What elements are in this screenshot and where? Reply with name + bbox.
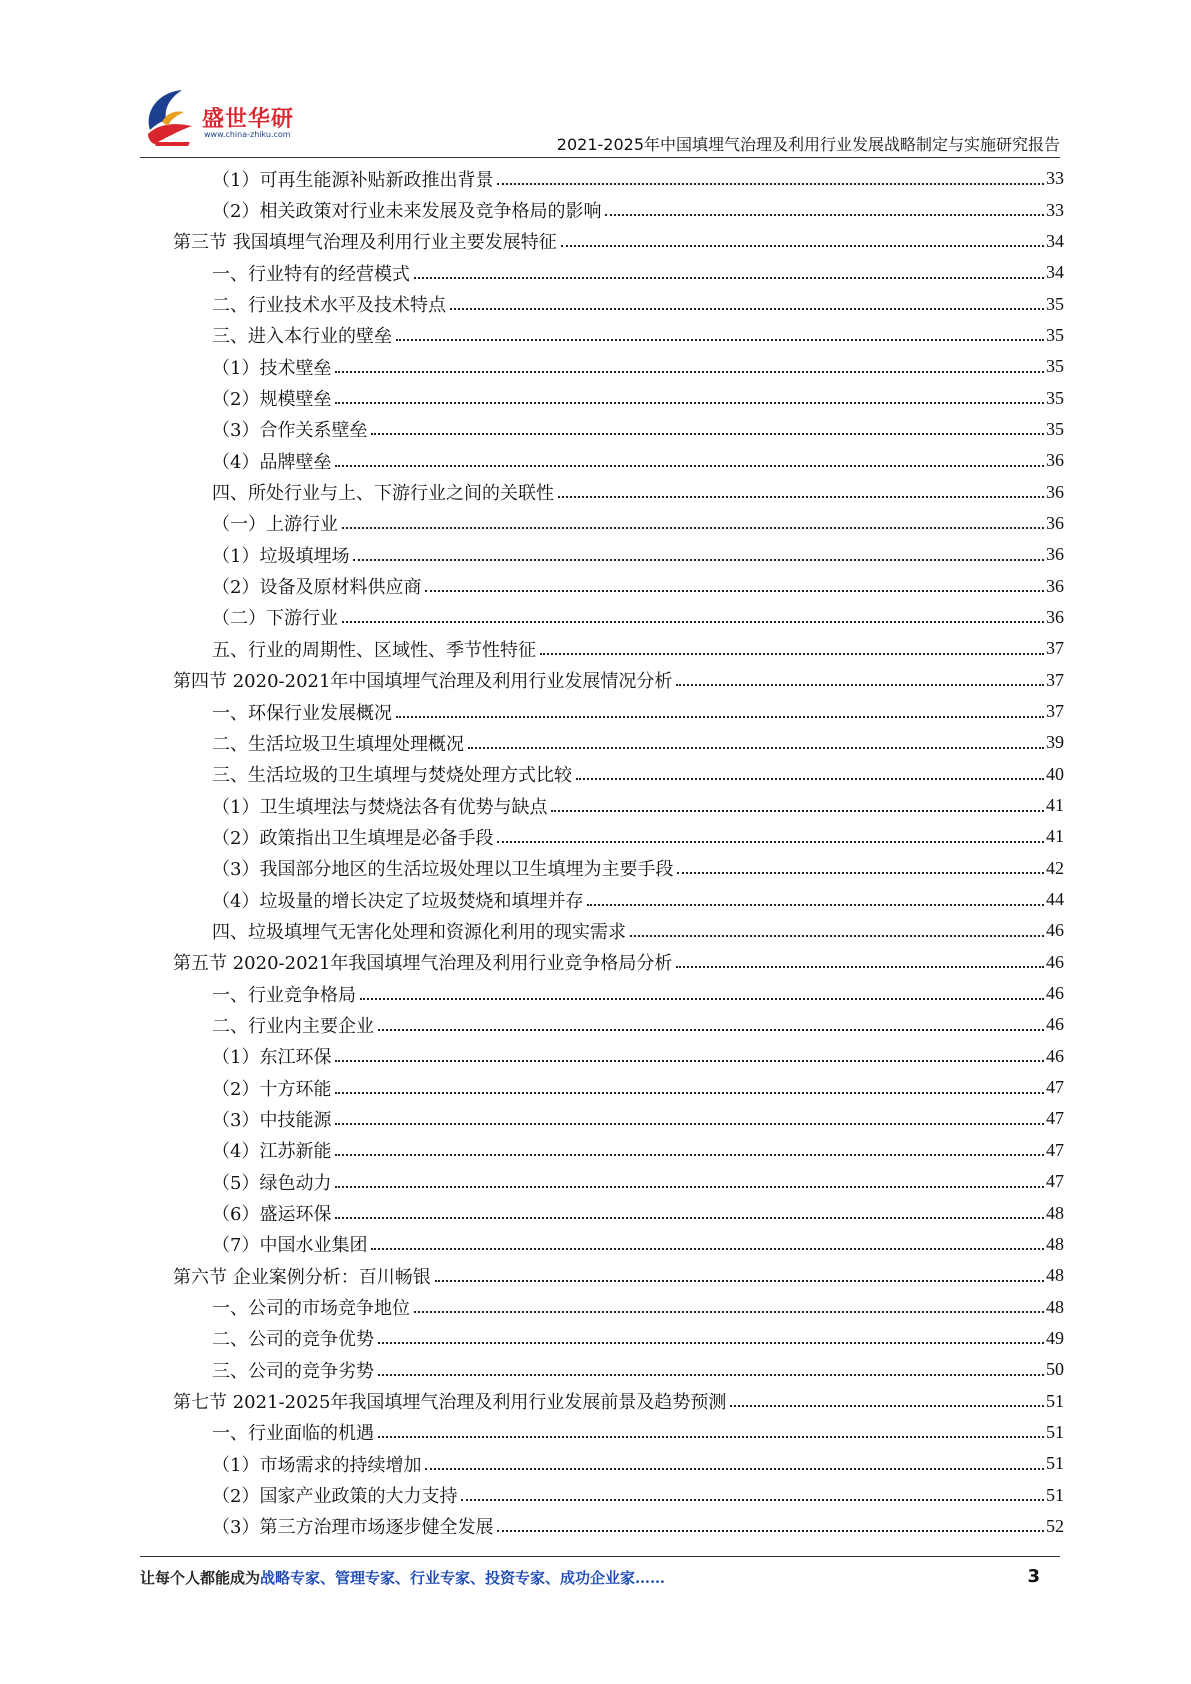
toc-entry-label: 一、环保行业发展概况 [212,702,392,724]
toc-dot-leader [335,1060,1044,1062]
toc-entry-label: （2）相关政策对行业未来发展及竞争格局的影响 [212,201,602,223]
toc-entry-label: （2）设备及原材料供应商 [212,577,422,599]
toc-entry-page: 36 [1046,450,1064,471]
toc-entry-page: 37 [1046,638,1064,659]
toc-dot-leader [371,433,1044,435]
toc-entry-label: （3）中技能源 [212,1109,332,1131]
toc-entry-page: 49 [1046,1327,1064,1348]
toc-entry-label: 第六节 企业案例分析：百川畅银 [173,1266,431,1288]
toc-entry[interactable] [212,1009,1064,1040]
page-header [140,82,1060,162]
toc-entry-label: （3）我国部分地区的生活垃圾处理以卫生填埋为主要手段 [212,859,674,881]
toc-entry-label: 二、公司的竞争优势 [212,1329,374,1351]
toc-entry-page: 42 [1046,857,1064,878]
toc-entry-label: （1）垃圾填埋场 [212,545,350,567]
toc-entry-page: 33 [1046,168,1064,189]
toc-entry[interactable] [212,853,1064,884]
toc-entry-label: 第三节 我国填埋气治理及利用行业主要发展特征 [173,232,557,254]
toc-entry-label: （一）上游行业 [212,514,338,536]
toc-entry[interactable] [212,633,1064,664]
toc-entry[interactable] [212,1041,1064,1072]
toc-entry[interactable] [212,1511,1064,1542]
toc-dot-leader [378,1436,1044,1438]
footer-slogan-roles: 战略专家、管理专家、行业专家、投资专家、成功企业家…… [260,1569,666,1587]
toc-entry[interactable] [212,445,1064,476]
toc-dot-leader [461,1499,1044,1501]
toc-entry[interactable] [212,884,1064,915]
toc-entry-label: 一、行业竞争格局 [212,984,356,1006]
toc-entry[interactable] [212,727,1064,758]
toc-entry-label: （1）市场需求的持续增加 [212,1454,422,1476]
toc-dot-leader [335,1217,1044,1219]
toc-entry-label: （2）国家产业政策的大力支持 [212,1486,458,1508]
toc-entry[interactable] [212,382,1064,413]
toc-entry[interactable] [212,163,1064,194]
toc-entry-page: 36 [1046,512,1064,533]
toc-dot-leader [630,935,1044,937]
toc-entry-page: 50 [1046,1359,1064,1380]
toc-entry[interactable] [173,665,1064,696]
toc-entry-page: 48 [1046,1296,1064,1317]
toc-dot-leader [378,1029,1044,1031]
toc-entry-page: 51 [1046,1484,1064,1505]
toc-dot-leader [371,1248,1044,1250]
toc-dot-leader [576,778,1044,780]
toc-dot-leader [342,527,1044,529]
toc-entry-page: 39 [1046,732,1064,753]
toc-entry-page: 40 [1046,763,1064,784]
toc-dot-leader [435,1280,1044,1282]
toc-entry-page: 33 [1046,199,1064,220]
toc-entry[interactable] [212,1448,1064,1479]
toc-entry[interactable] [212,1323,1064,1354]
toc-entry[interactable] [212,1103,1064,1134]
toc-entry[interactable] [212,539,1064,570]
toc-entry-label: （2）十方环能 [212,1078,332,1100]
toc-entry-label: 第四节 2020-2021年中国填埋气治理及利用行业发展情况分析 [173,671,673,693]
toc-entry-page: 47 [1046,1108,1064,1129]
toc-entry-label: （4）江苏新能 [212,1141,332,1163]
toc-entry[interactable] [212,602,1064,633]
toc-dot-leader [587,904,1044,906]
toc-entry-page: 36 [1046,575,1064,596]
toc-dot-leader [468,747,1044,749]
toc-entry-page: 34 [1046,230,1064,251]
toc-entry-label: 三、生活垃圾的卫生填埋与焚烧处理方式比较 [212,765,572,787]
toc-entry-label: 一、行业特有的经营模式 [212,263,410,285]
toc-entry-page: 52 [1046,1515,1064,1536]
toc-entry[interactable] [212,476,1064,507]
toc-entry-page: 51 [1046,1390,1064,1411]
toc-entry-label: 四、所处行业与上、下游行业之间的关联性 [212,483,554,505]
toc-entry[interactable] [212,194,1064,225]
toc-dot-leader [561,245,1044,247]
toc-entry-page: 48 [1046,1233,1064,1254]
toc-entry[interactable] [212,759,1064,790]
toc-entry-label: （1）东江环保 [212,1047,332,1069]
toc-entry-label: 一、行业面临的机遇 [212,1423,374,1445]
toc-entry-page: 44 [1046,889,1064,910]
toc-dot-leader [676,684,1044,686]
footer-divider [140,1556,1060,1557]
toc-entry[interactable] [212,257,1064,288]
toc-dot-leader [396,716,1044,718]
toc-entry-label: 二、行业技术水平及技术特点 [212,295,446,317]
toc-entry[interactable] [173,1260,1064,1291]
toc-entry[interactable] [212,821,1064,852]
toc-entry-page: 41 [1046,795,1064,816]
header-divider [140,157,1060,158]
toc-dot-leader [360,998,1044,1000]
toc-entry[interactable] [212,1417,1064,1448]
toc-entry[interactable] [212,1354,1064,1385]
toc-entry-page: 46 [1046,920,1064,941]
toc-entry[interactable] [212,915,1064,946]
toc-dot-leader [605,214,1044,216]
toc-entry-label: （二）下游行业 [212,608,338,630]
toc-dot-leader [450,308,1044,310]
toc-entry[interactable] [212,1291,1064,1322]
toc-entry-label: （5）绿色动力 [212,1172,332,1194]
toc-entry[interactable] [212,414,1064,445]
toc-entry-label: 三、进入本行业的壁垒 [212,326,392,348]
company-logo [140,82,310,152]
toc-entry[interactable] [212,978,1064,1009]
toc-entry-label: 第五节 2020-2021年我国填埋气治理及利用行业竞争格局分析 [173,953,673,975]
toc-entry-page: 48 [1046,1265,1064,1286]
toc-entry-label: 第七节 2021-2025年我国填埋气治理及利用行业发展前景及趋势预测 [173,1392,727,1414]
toc-dot-leader [378,1374,1044,1376]
toc-entry[interactable] [212,1479,1064,1510]
toc-entry-label: （3）合作关系壁垒 [212,420,368,442]
toc-dot-leader [425,1468,1044,1470]
toc-dot-leader [558,496,1044,498]
toc-entry-label: （7）中国水业集团 [212,1235,368,1257]
toc-dot-leader [335,1154,1044,1156]
toc-entry-page: 47 [1046,1171,1064,1192]
toc-entry-page: 46 [1046,951,1064,972]
toc-dot-leader [414,1311,1044,1313]
toc-entry-label: 二、行业内主要企业 [212,1015,374,1037]
toc-entry-page: 51 [1046,1421,1064,1442]
logo-swoosh-icon [140,82,210,152]
toc-entry-page: 47 [1046,1077,1064,1098]
report-title: 2021-2025年中国填埋气治理及利用行业发展战略制定与实施研究报告 [556,135,1060,154]
toc-entry-label: （2）规模壁垒 [212,389,332,411]
toc-entry[interactable] [173,947,1064,978]
toc-entry-page: 48 [1046,1202,1064,1223]
logo-name: 盛世华研 [202,107,295,132]
toc-dot-leader [335,465,1044,467]
toc-entry[interactable] [173,1385,1064,1416]
toc-entry[interactable] [212,351,1064,382]
toc-entry[interactable] [212,696,1064,727]
toc-entry[interactable] [212,1197,1064,1228]
footer-slogan-prefix: 让每个人都能成为 [140,1569,261,1587]
toc-entry-label: （2）政策指出卫生填埋是必备手段 [212,827,494,849]
toc-entry-page: 35 [1046,324,1064,345]
toc-entry-page: 46 [1046,1045,1064,1066]
toc-entry[interactable] [212,1229,1064,1260]
toc-dot-leader [353,559,1044,561]
toc-entry-label: （4）垃圾量的增长决定了垃圾焚烧和填埋并存 [212,890,584,912]
toc-entry[interactable] [173,226,1064,257]
toc-entry-page: 35 [1046,387,1064,408]
toc-dot-leader [335,1092,1044,1094]
toc-dot-leader [342,621,1044,623]
toc-dot-leader [497,1530,1044,1532]
toc-dot-leader [335,371,1044,373]
toc-entry-label: 五、行业的周期性、区域性、季节性特征 [212,639,536,661]
toc-entry-page: 51 [1046,1453,1064,1474]
table-of-contents [0,163,1191,1542]
toc-dot-leader [551,810,1044,812]
toc-entry[interactable] [212,1072,1064,1103]
toc-entry-page: 34 [1046,262,1064,283]
toc-entry-page: 36 [1046,606,1064,627]
toc-entry-label: （3）第三方治理市场逐步健全发展 [212,1517,494,1539]
toc-entry-page: 36 [1046,544,1064,565]
page-footer [140,1567,1060,1597]
toc-entry-page: 46 [1046,983,1064,1004]
toc-dot-leader [335,1123,1044,1125]
toc-entry-page: 47 [1046,1139,1064,1160]
toc-dot-leader [396,339,1044,341]
toc-entry-page: 36 [1046,481,1064,502]
toc-entry-page: 41 [1046,826,1064,847]
toc-entry[interactable] [212,1166,1064,1197]
toc-entry-label: （1）可再生能源补贴新政推出背景 [212,169,494,191]
toc-entry-label: （1）卫生填埋法与焚烧法各有优势与缺点 [212,796,548,818]
toc-dot-leader [425,590,1044,592]
toc-dot-leader [378,1342,1044,1344]
toc-entry-label: 四、垃圾填埋气无害化处理和资源化利用的现实需求 [212,921,626,943]
toc-entry-label: 二、生活垃圾卫生填埋处理概况 [212,733,464,755]
toc-entry-page: 37 [1046,701,1064,722]
page-number: 3 [1027,1566,1040,1587]
toc-dot-leader [335,402,1044,404]
toc-dot-leader [540,653,1044,655]
toc-dot-leader [497,183,1044,185]
toc-dot-leader [730,1405,1044,1407]
toc-entry-page: 35 [1046,293,1064,314]
toc-entry[interactable] [212,1135,1064,1166]
toc-dot-leader [335,1186,1044,1188]
toc-entry[interactable] [212,570,1064,601]
toc-entry-label: （6）盛运环保 [212,1204,332,1226]
toc-entry-page: 46 [1046,1014,1064,1035]
toc-dot-leader [497,841,1044,843]
toc-dot-leader [414,277,1044,279]
toc-entry-label: 一、公司的市场竞争地位 [212,1298,410,1320]
toc-entry-page: 35 [1046,418,1064,439]
toc-entry-label: 三、公司的竞争劣势 [212,1360,374,1382]
logo-url: www.china-zhiku.com [204,130,291,139]
toc-entry[interactable] [212,288,1064,319]
toc-entry-page: 35 [1046,356,1064,377]
toc-entry[interactable] [212,508,1064,539]
toc-entry[interactable] [212,790,1064,821]
toc-entry-label: （4）品牌壁垒 [212,451,332,473]
toc-entry[interactable] [212,320,1064,351]
toc-entry-page: 37 [1046,669,1064,690]
toc-dot-leader [676,966,1044,968]
toc-entry-label: （1）技术壁垒 [212,357,332,379]
toc-dot-leader [677,872,1044,874]
